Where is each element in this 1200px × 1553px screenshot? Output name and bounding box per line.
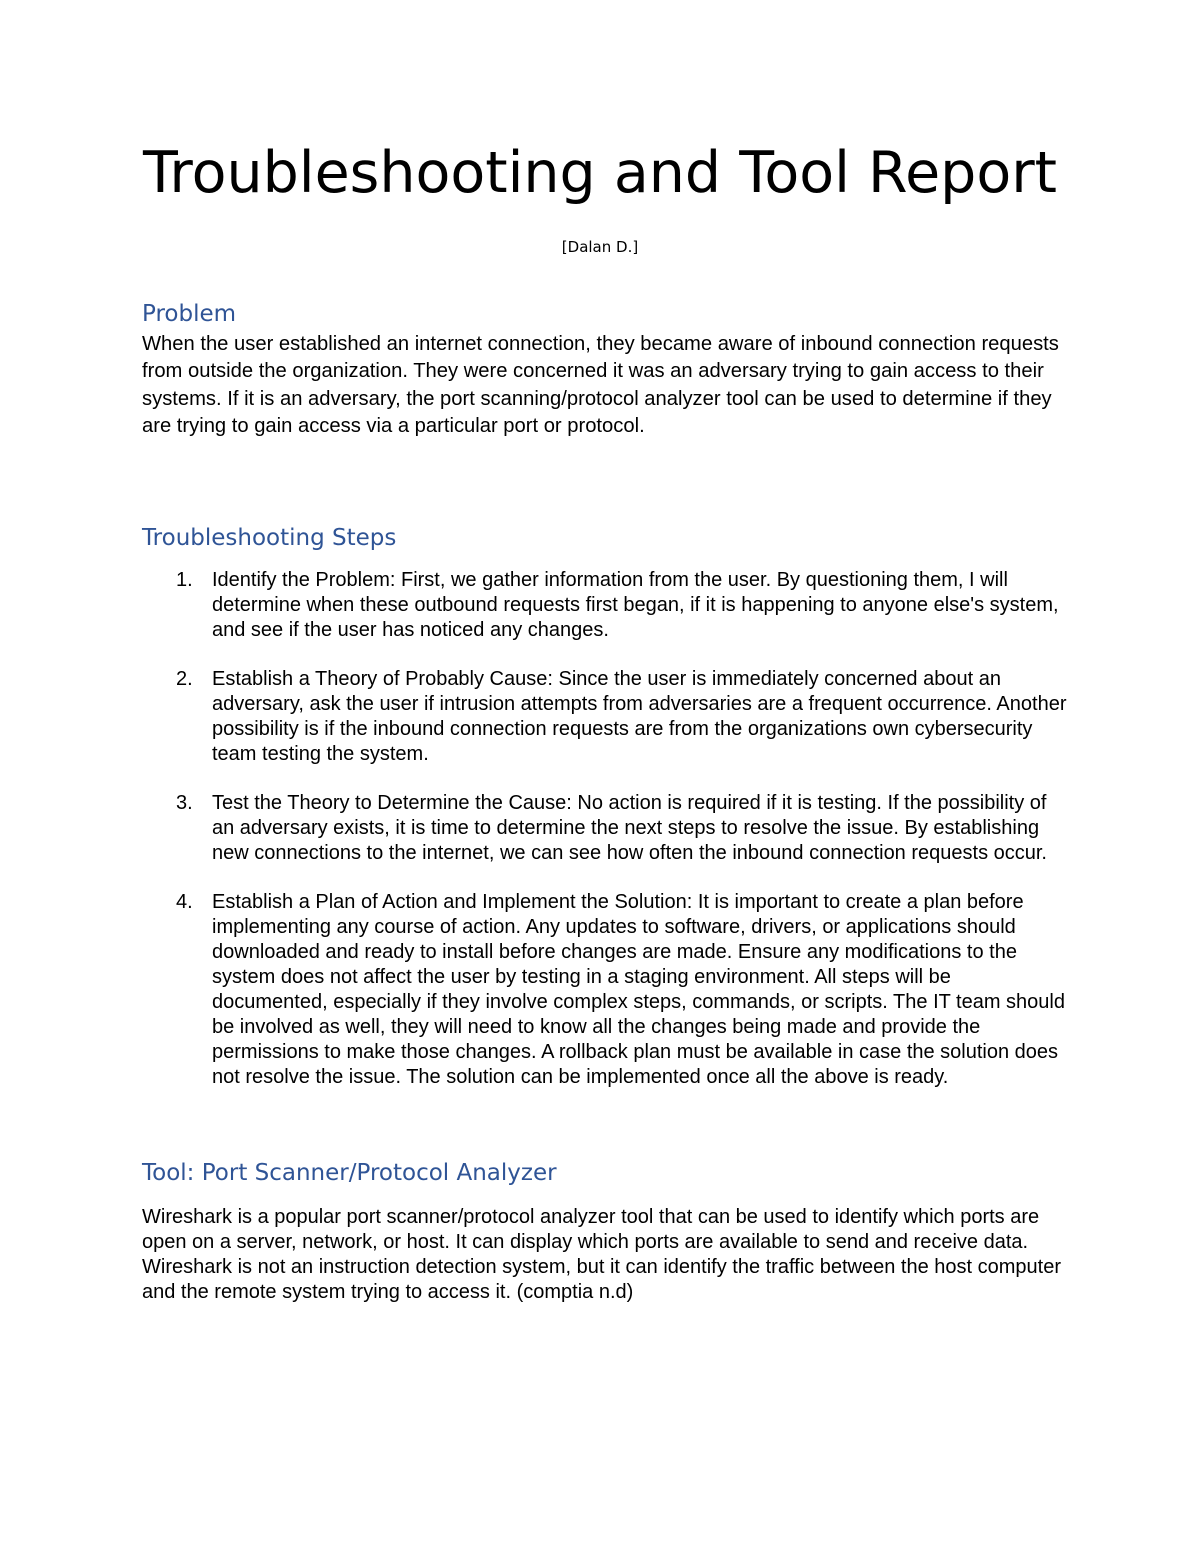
- problem-heading: Problem: [142, 301, 237, 327]
- tool-heading: Tool: Port Scanner/Protocol Analyzer: [142, 1160, 557, 1186]
- troubleshooting-step-1: [142, 568, 1072, 643]
- troubleshooting-steps-heading: Troubleshooting Steps: [142, 525, 397, 551]
- troubleshooting-step-3: [142, 791, 1072, 866]
- step-text: Test the Theory to Determine the Cause: No action is required if it is testing. If the possibility of an adversary exists, it is time to determine the next steps to resolve the issue. By establishing new connections to the internet, we can see how often the inbound connection requests occur.: [212, 792, 1047, 864]
- troubleshooting-steps-list: [142, 568, 1072, 1114]
- troubleshooting-step-4: [142, 890, 1072, 1090]
- author-name: [Dalan D.]: [561, 238, 639, 256]
- step-text: Establish a Plan of Action and Implement the Solution: It is important to create a plan before implementing any course of action. Any updates to software, drivers, or applications should downloaded and ready to install before changes are made. Ensure any modifications to the system does not affect the user by testing in a staging environment. All steps will be documented, especially if they involve complex steps, commands, or scripts. The IT team should be involved as well, they will need to know all the changes being made and provide the permissions to make those changes. A rollback plan must be available in case the solution does not resolve the issue. The solution can be implemented once all the above is ready.: [212, 891, 1065, 1088]
- step-text: Identify the Problem: First, we gather information from the user. By questioning them, I will determine when these outbound requests first began, if it is happening to anyone else's system, and see if the user has noticed any changes.: [212, 569, 1059, 641]
- step-number: 4.: [176, 891, 193, 913]
- troubleshooting-step-2: [142, 667, 1072, 767]
- tool-text: Wireshark is a popular port scanner/protocol analyzer tool that can be used to identify which ports are open on a server, network, or host. It can display which ports are available to send and receive data. Wireshark is not an instruction detection system, but it can identify the traffic between the host computer and the remote system trying to access it. (comptia n.d): [142, 1206, 1061, 1303]
- step-text: Establish a Theory of Probably Cause: Since the user is immediately concerned about an adversary, ask the user if intrusion attempts from adversaries are a frequent occurrence. Another possibility is if the inbound connection requests are from the organizations own cybersecurity team testing the system.: [212, 668, 1067, 765]
- problem-text: When the user established an internet connection, they became aware of inbound connection requests from outside the organization. They were concerned it was an adversary trying to gain access to their systems. If it is an adversary, the port scanning/protocol analyzer tool can be used to determine if they are trying to gain access via a particular port or protocol.: [142, 333, 1059, 437]
- document-title: Troubleshooting and Tool Report: [142, 140, 1058, 206]
- step-number: 1.: [176, 569, 193, 591]
- step-number: 3.: [176, 792, 193, 814]
- step-number: 2.: [176, 668, 193, 690]
